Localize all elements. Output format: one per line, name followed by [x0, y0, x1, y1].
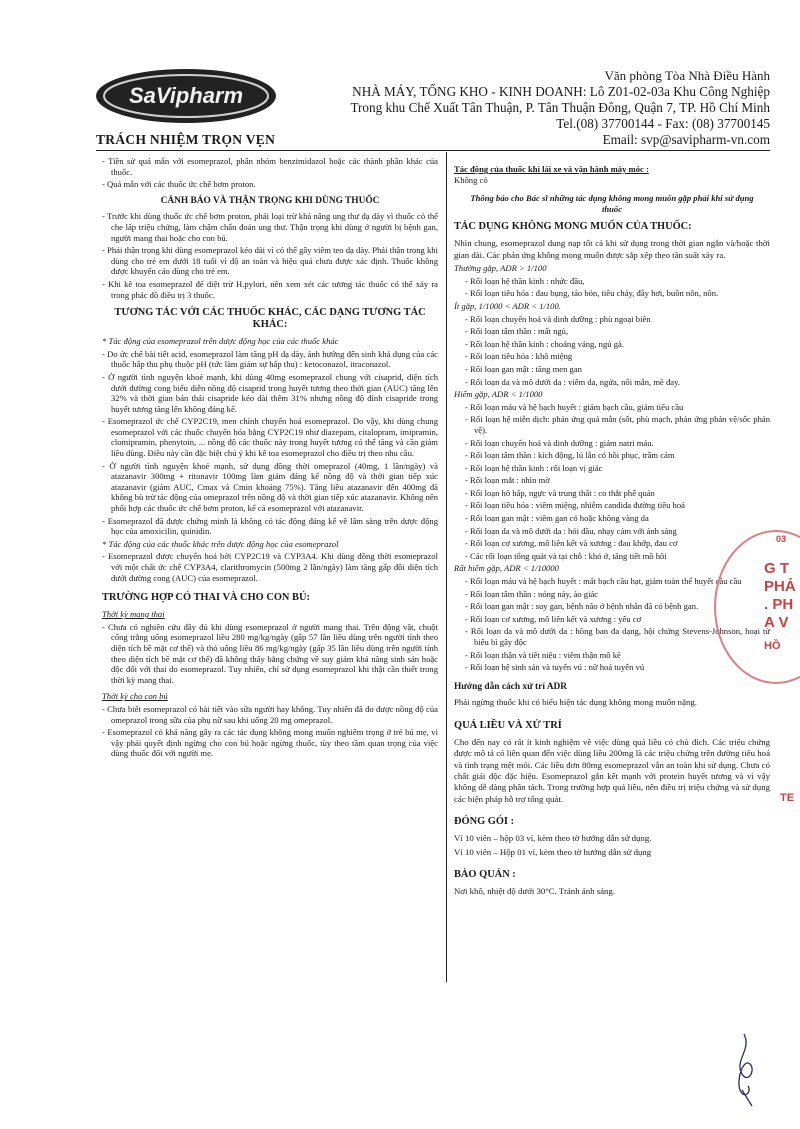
left-column: [102, 156, 438, 761]
stamp-text-2: G T: [764, 560, 789, 577]
heading-interactions: TƯƠNG TÁC VỚI CÁC THUỐC KHÁC, CÁC DẠNG TƯƠNG TÁC KHÁC:: [114, 307, 426, 331]
heading-storage: BẢO QUẢN :: [454, 869, 516, 881]
driving-text: Không có: [454, 174, 488, 185]
handwritten-signature: [722, 1030, 772, 1110]
interaction-label-2: * Tác động của các thuốc khác trên dược động học của esomeprazol: [102, 538, 339, 549]
savipharm-logo: [94, 66, 278, 126]
company-header: [300, 68, 770, 148]
rare-3: - Rối loạn chuyển hoá và dinh dưỡng : giảm natri máu.: [465, 437, 654, 448]
heading-adverse-effects: TÁC DỤNG KHÔNG MONG MUỐN CỦA THUỐC:: [454, 221, 692, 233]
rare-1: - Rối loạn máu và hệ bạch huyết : giảm bạch cầu, giảm tiểu cầu: [465, 401, 684, 412]
stamp-text-6: HỒ: [764, 640, 781, 652]
rare-7: - Rối loạn hô hấp, ngực và trung thất : co thắt phế quản: [465, 487, 655, 498]
overdose-text: Cho đến nay có rất ít kinh nghiệm về việc dùng quá liều có chủ đích. Các triệu chứng được mô tả có liên quan đến việc dùng liều 200mg là các triệu chứng trên đường tiêu hoá và tình trạng mệt mỏi. Các liều đơn 80mg esomeprazol vẫn an toàn khi sử dụng. Chưa có chất giải độc đặc hiệu. Esomeprazol gắn kết mạnh với protein huyết tương và vì vậy không dễ dàng phân tách. Trong trường hợp quá liều, nên điều trị triệu chứng và sử dụng các biện pháp hỗ trợ tổng quát.: [454, 736, 770, 804]
uncommon-4: - Rối loạn tiêu hóa : khô miệng: [465, 351, 573, 362]
nursing-1: - Chưa biết esomeprazol có bài tiết vào sữa người hay không. Tuy nhiên đã đo được nồng độ của omeprazol trong sữa của phụ nữ sau khi uống 20 mg omeprazol.: [102, 703, 438, 725]
common-1: - Rối loạn hệ thần kinh : nhức đầu,: [465, 275, 585, 286]
header-rule: [96, 150, 770, 151]
warning-2: - Phải thận trọng khi dùng esomeprazol kéo dài vì có thể gây viêm teo dạ dày. Phải thận trọng khi dùng cho trẻ em dưới 18 tuổi vì độ an toàn và hiệu quả chưa được xác định. Thuốc không được khuyến cáo dùng cho trẻ em.: [102, 245, 438, 277]
interaction-2: - Ở người tình nguyện khoẻ mạnh, khi dùng 40mg esomeprazol chung với cisaprid, diện tích dưới đường cong biểu diễn nồng độ cisaprid trong huyết tương theo thời gian (AUC) tăng lên 32% và thời gian bán thải cisapride kéo dài thêm 31% nhưng nồng độ đỉnh cisapride trong huyết tương tăng lên không đáng kể.: [102, 371, 438, 414]
stamp-text-4: . PH: [764, 596, 794, 613]
very-rare-5: - Rối loạn da và mô dưới da : hồng ban đa dạng, hội chứng Stevens-Johnson, hoại tử biểu bì gây độc: [465, 626, 770, 647]
rare-10: - Rối loạn da và mô dưới da : hói đầu, nhạy cảm với ánh sáng: [465, 525, 677, 536]
email: Email: svp@savipharm-vn.com: [602, 132, 770, 147]
uncommon-1: - Rối loạn chuyển hoá và dinh dưỡng : phù ngoại biên: [465, 313, 651, 324]
interaction-1: - Do ức chế bài tiết acid, esomeprazol làm tăng pH dạ dày, ảnh hưởng đến sinh khả dụng của các thuốc hấp thu phụ thuộc pH (tức làm giảm sự hấp thu) : ketoconazol, itraconazol.: [102, 348, 438, 370]
uncommon-3: - Rối loạn hệ thần kinh : choáng váng, ngủ gà.: [465, 338, 624, 349]
uncommon-label: Ít gặp, 1/1000 < ADR < 1/100.: [454, 300, 561, 311]
very-rare-7: - Rối loạn hệ sinh sản và tuyến vú : nữ hoá tuyến vú: [465, 662, 645, 673]
very-rare-3: - Rối loạn gan mật : suy gan, bệnh não ở bệnh nhân đã có bệnh gan.: [465, 601, 699, 612]
rare-2: - Rối loạn hệ miễn dịch: phản ứng quá mẫn (sốt, phù mạch, phản ứng phản vệ/sốc phản vệ).: [465, 414, 770, 435]
packaging-1: Vỉ 10 viên – hộp 03 vỉ, kèm theo tờ hướng dẫn sử dụng.: [454, 833, 652, 844]
heading-driving: Tác động của thuốc khi lái xe và vận hành máy móc :: [454, 164, 649, 174]
nursing-2: - Esomeprazol có khả năng gây ra các tác dụng không mong muốn nghiêm trọng ở trẻ bú mẹ, vì vậy phải quyết định ngừng cho con bú hoặc ngừng thuốc, tùy theo tầm quan trọng của việc dùng thuốc đối với người mẹ.: [102, 727, 438, 759]
uncommon-6: - Rối loạn da và mô dưới da : viêm da, ngứa, nổi mẫn, mề đay.: [465, 376, 680, 387]
adr-handling-text: Phải ngừng thuốc khi có biểu hiện tác dụng không mong muốn nặng.: [454, 697, 697, 708]
heading-pregnancy: TRƯỜNG HỢP CÓ THAI VÀ CHO CON BÚ:: [102, 592, 310, 604]
factory-address-line2: Trong khu Chế Xuất Tân Thuận, P. Tân Thuận Đông, Quận 7, TP. Hồ Chí Minh: [350, 100, 770, 115]
warning-3: - Khi kê toa esomeprazol để diệt trừ H.pylori, nên xem xét các tương tác thuốc có thể xảy ra trong phác đồ điều trị 3 thuốc.: [102, 278, 438, 300]
interaction-label-1: * Tác động của esomeprazol trên dược động học của các thuốc khác: [102, 336, 339, 347]
adr-intro: Nhìn chung, esomeprazol dung nạp tốt cả khi sử dụng trong thời gian ngắn và/hoặc thời gian dài. Các phản ứng không mong muốn được sắp xếp theo tần suất xảy ra.: [454, 238, 770, 260]
uncommon-5: - Rối loạn gan mật : tăng men gan: [465, 363, 582, 374]
interaction-5: - Esomeprazol đã được chứng minh là không có tác động đáng kể về lâm sàng trên dược động học của amoxicilin, quinidin.: [102, 515, 438, 537]
factory-address: NHÀ MÁY, TỔNG KHO - KINH DOANH: Lô Z01-02-03a Khu Công Nghiệp: [352, 84, 770, 99]
very-rare-6: - Rối loạn thận và tiết niệu : viêm thận mô kẽ: [465, 649, 621, 660]
rare-8: - Rối loạn tiêu hóa : viêm miệng, nhiễm candida đường tiêu hoá: [465, 500, 685, 511]
rare-12: - Các rối loạn tổng quát và tại chỗ : khó ở, tăng tiết mồ hôi: [465, 550, 667, 561]
column-divider: [446, 152, 447, 982]
stamp-text-7: TE: [780, 792, 795, 804]
very-rare-2: - Rối loạn tâm thần : nóng nảy, ảo giác: [465, 588, 599, 599]
rare-4: - Rối loạn tâm thần : kích động, lú lẫn có hồi phục, trầm cảm: [465, 450, 675, 461]
contraindication-1: - Tiền sử quá mẫn với esomeprazol, phân nhóm benzimidazol hoặc các thành phần khác của thuốc.: [102, 156, 438, 177]
doctor-notice: Thông báo cho Bác sĩ những tác dụng không mong muốn gặp phải khi sử dụng thuốc: [470, 193, 754, 214]
rare-label: Hiếm gặp, ADR < 1/1000: [454, 389, 543, 400]
rare-5: - Rối loạn hệ thần kinh : rối loạn vị giác: [465, 462, 603, 473]
heading-packaging: ĐÓNG GÓI :: [454, 816, 515, 828]
rare-6: - Rối loạn mắt : nhìn mờ: [465, 475, 550, 486]
heading-overdose: QUÁ LIỀU VÀ XỬ TRÍ: [454, 719, 562, 731]
rare-11: - Rối loạn cơ xương, mô liên kết và xương : đau khớp, đau cơ: [465, 538, 678, 549]
stamp-text-5: A V: [764, 614, 789, 631]
very-rare-4: - Rối loạn cơ xương, mô liên kết và xương : yếu cơ: [465, 613, 642, 624]
svg-text:SaVipharm: SaVipharm: [128, 83, 244, 108]
stamp-text-3: PHẢ: [764, 578, 796, 595]
slogan: TRÁCH NHIỆM TRỌN VẸN: [96, 132, 276, 147]
packaging-2: Vỉ 10 viên – Hộp 01 vỉ, kèm theo tờ hướng dẫn sử dụng: [454, 846, 652, 857]
heading-adr-handling: Hướng dẫn cách xử trí ADR: [454, 681, 568, 692]
common-2: - Rối loạn tiêu hóa : đau bụng, táo bón, tiêu chảy, đầy hơi, buồn nôn, nôn.: [465, 288, 719, 299]
warning-1: - Trước khi dùng thuốc ức chế bơm proton, phải loại trừ khả năng ung thư dạ dày vì thuốc có thể che lấp triệu chứng, làm chậm chẩn đoán ung thư. Thận trọng khi dùng ở người bị bệnh gan, người mang thai hoặc cho con bú.: [102, 211, 438, 243]
stamp-text-1: 03: [776, 534, 787, 544]
contraindication-2: - Quá mẫn với các thuốc ức chế bơm proton.: [102, 179, 256, 190]
storage-text: Nơi khô, nhiệt độ dưới 30°C. Tránh ánh sáng.: [454, 886, 616, 897]
heading-warnings: CẢNH BÁO VÀ THẬN TRỌNG KHI DÙNG THUỐC: [160, 195, 380, 206]
right-column: [454, 164, 770, 899]
interaction-3: - Esomeprazol ức chế CYP2C19, men chính chuyển hoá esomeprazol. Do vậy, khi dùng chung esomeprazol với các thuốc chuyển hóa bằng CYP2C19 như diazepam, citalopram, imipramin, clomipramin, phenytoin, ... nồng độ các thuốc này trong huyết tương có thể tăng và cần giảm liều dùng. Điều này cần đặc biệt chú ý khi kê toa esomeprazol cho điều trị theo nhu cầu.: [102, 416, 438, 459]
common-label: Thường gặp, ADR > 1/100: [454, 263, 547, 274]
phone-fax: Tel.(08) 37700144 - Fax: (08) 37700145: [556, 116, 770, 131]
very-rare-1: - Rối loạn máu và hệ bạch huyết : mất bạch cầu hạt, giảm toàn thể huyết cầu cầu: [465, 576, 742, 587]
nursing-label: Thời kỳ cho con bú: [102, 691, 168, 702]
interaction-6: - Esomeprazol được chuyển hoá bởi CYP2C19 và CYP3A4. Khi dùng đồng thời esomeprazol với một chất ức chế CYP3A4, clarithromycin (500mg 2 lần/ngày) làm tăng gấp đôi diện tích dưới đường cong (AUC) của esomeprazol.: [102, 551, 438, 583]
uncommon-2: - Rối loạn tâm thần : mất ngủ,: [465, 326, 569, 337]
very-rare-label: Rất hiếm gặp, ADR < 1/10000: [454, 563, 559, 574]
interaction-4: - Ở người tình nguyện khoẻ mạnh, sử dụng đồng thời omeprazol (40mg, 1 lần/ngày) và atazanavir 300mg + ritonavir 100mg làm giảm đáng kể nồng độ và thời gian tiếp xúc atazanavir (giảm AUC, Cmax và Cmin khoảng 75%). Tăng liều atazanavir đến 400mg đã không bù trừ tác động của omeprazol trên nồng độ và thời gian tiếp xúc atazanavir. Không nên phối hợp các thuốc ức chế bơm proton, kể cả esomeprazol với atazanavir.: [102, 460, 438, 514]
rare-9: - Rối loạn gan mật : viêm gan có hoặc không vàng da: [465, 513, 649, 524]
office-name: Văn phòng Tòa Nhà Điều Hành: [604, 68, 770, 83]
pregnancy-1: - Chưa có nghiên cứu đầy đủ khi dùng esomeprazol ở người mang thai. Trên động vật, chuột cống trắng uống esomeprazol liều 280 mg/kg/ngày (gấp 57 lần liều dùng trên người tính theo diện tích bề mặt cơ thể) và thỏ uống liều 86 mg/kg/ngày (gấp 35 lần liều dùng trên người tính theo diện tích bề mặt cơ thể) đã không thấy bằng chứng về suy giảm khả năng sinh sản hoặc độc đối với thai do esomeprazol. Tuy nhiên, chỉ sử dụng esomeprazol khi thật cần thiết trong thời kỳ mang thai.: [102, 621, 438, 685]
pregnancy-label: Thời kỳ mang thai: [102, 609, 165, 620]
